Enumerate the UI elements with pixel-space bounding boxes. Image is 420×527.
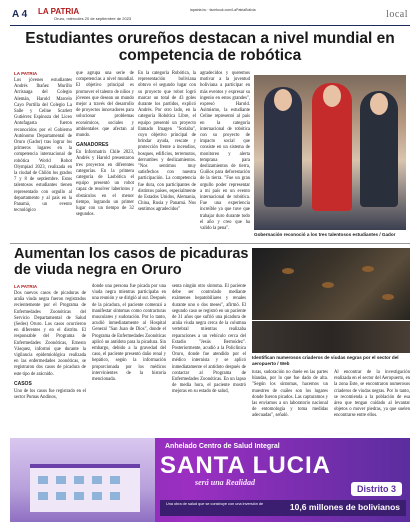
article1-col2 (76, 71, 134, 219)
ad-title: Anhelado Centro de Salud Integral (165, 443, 280, 450)
window-shape (74, 476, 84, 484)
article2-col1 (14, 284, 86, 402)
article2-col1b-text: Uno de los casos fue registrado en el sector Pumas Andinos, (14, 388, 86, 401)
student-face (323, 85, 341, 107)
article1-headline: Estudiantes orureños destacan a nivel mundial en competencia de robótica (25, 30, 395, 64)
article2-tag: LA PATRIA (14, 284, 38, 289)
spider-shape (322, 282, 334, 288)
article1-col3-text: En la categoría Robótica, la representación boliviana obtuvo el segundo lugar con su proyecto que robot logró marcar un total de 43 goles durante los partidos, explicó Andrés. Por otro lado, en la categoría Robótica Libre, el equipo presentó un proyecto llamado Imagen "Soriaba", cuyo objetivo principal de brindar ayuda, rescate y protección frente a incendios, bosques, edificios, terremotos, derrumbes y deslizamientos. "Nos sentimos muy satisfechos con nuestra participación. La competencia fue dura, con participantes de distintos países, especialmente de Estados Unidos, Alemania, China, Rusia y Panamá. Nos sentimos agradecidos" (138, 71, 196, 213)
student-face (370, 93, 388, 115)
article1-col4 (200, 71, 250, 233)
article2-col4 (252, 370, 328, 421)
window-shape (110, 476, 120, 484)
window-shape (38, 476, 48, 484)
article1-col2-text: que agrupa una serie de competencias a nivel mundial. El objetivo principal es promover el talento de niños y jóvenes que desean un mundo mejor a través del desarrollo de proyectos innovadores para solucionar problemas económicos, sociales y ambientales que afectan al mundo. (76, 71, 134, 139)
page-number: A 4 (12, 9, 28, 20)
students-photo (254, 75, 406, 230)
ad-building-image (10, 438, 155, 522)
article2-col5-text: Al encontrar de la investigación realizada en el sector del Aeropuerto, en la zona Este, se encontraron numerosos criaderos de viudas negras. Por lo tanto, se recomienda a la población de esa área que tengan cuidado al levantar objetos o mover piedras, ya que suelen encontrarse entre ellos. (334, 370, 410, 419)
article2-col3 (172, 284, 246, 397)
building-shape (30, 464, 140, 512)
article2-subhead: CASOS (14, 380, 32, 387)
window-shape (110, 492, 120, 500)
article1-subhead: GANADORES (76, 142, 109, 149)
article1-col1 (14, 71, 72, 215)
window-shape (74, 492, 84, 500)
edition-date: Oruro, miércoles 20 de septiembre de 2023 (54, 16, 132, 21)
article2-col1-text: Dos nuevos casos de picaduras de araña viuda negra fueron registrados recientemente por el Programa de Enfermedades Zoonóticas del Servicio Departamental de Salud (Sedes) Oruro. Los casos ocurrieron en diferentes y en el distrito. El responsable del Programa de Enfermedades Zoonóticas, Ernesto Vásquez, informó que durante la vigilancia epidemiológica realizada en las enfermedades zoonóticas, se registraron dos casos de picadura de este tipo de arácnido. (14, 291, 86, 377)
student-face (274, 89, 292, 111)
article2-col5 (334, 370, 410, 421)
article1-col4-text: agradecidos y queremos motivar a la juventud boliviana a participar en más eventos y expresar su ingenio en estos grandes", expresó Harold. Asimismo, la estudiante Celine representó al país en la categoría internacional de robótica con su proyecto de impacto social que consiste en un sistema de monitoreo y alerta temprana para deslizamientos de tierra, Guiños para deforestación de la tierra. "Fue un gran orgullo poder representar a mi país en un evento internacional de robótica. Fue una experiencia increíble ya que tuve que trabajar duro durante todo el año y creo que ha valido la pena". (200, 71, 250, 232)
district-badge: Distrito 3 (351, 482, 402, 496)
ad-subtitle: será una Realidad (195, 478, 256, 487)
students-photo-caption: Gobernación reconoció a los tres talentosos estudiantes / Gador (254, 232, 396, 237)
window-shape (38, 492, 48, 500)
article2-headline: Aumentan los casos de picaduras de viuda negra en Oruro (14, 246, 249, 278)
window-shape (92, 492, 102, 500)
ad-headline: SANTA LUCIA (160, 452, 331, 479)
newspaper-logo[interactable]: LA PATRIA (38, 7, 80, 16)
social-links[interactable]: lapatria.bo · facebook.com/LaPatriaBolivia (190, 8, 256, 12)
spider-photo-strip (252, 321, 410, 353)
article1-col3 (138, 71, 196, 215)
article1-col2b-text: En Informatrix Chile 2023, Andrés y Harold presentaron tres proyectos en diferentes categorías. En la primera categoría de Lasbótica el equipo presentó un robot capaz de resolver laberintos y obstáculos en el menor tiempo, logrando un primer lugar con un tiempo de 32 segundos. (76, 150, 134, 218)
santa-lucia-ad[interactable] (10, 438, 410, 522)
article2-col4-text: turas, sudoración no duele en las partes blandas, por lo que fue dado de alta. "Según los síntomas, hacemos un muestreo de cuáles son los lugares donde fueron picados. Las capturamos y las enviamos a un laboratorio nacional de entomología y toma medidas adecuadas", señaló. (252, 370, 328, 419)
spider-shape (282, 268, 294, 274)
page-header (10, 6, 410, 26)
article2-col3-text: senta ningún otro síntoma. El paciente debe ser controlado mediante exámenes hepatobiliares y renales durante uno o dos meses", afirmó. El segundo caso se registró en un paciente de 31 años que sufrió una picadura de araña viuda negra cerca de la columna vertebral mientras realizaba reparaciones a un vehículo cerca del Estadio "Jesús Bermúdez". Posteriormente, acudió a la Policlínica Oruro, donde fue atendido por el médico internista y se aplicó inmediatamente el antídoto después de contactar al Programa de Enfermedades Zoonóticas. En un lapso de media hora, el paciente mostró mejoras en su estado de salud, (172, 284, 246, 395)
window-shape (56, 476, 66, 484)
section-divider (10, 243, 410, 244)
window-shape (56, 492, 66, 500)
article1-tag: LA PATRIA (14, 71, 38, 76)
ad-footer-text: Una obra de salud que se construye con una inversión de (166, 502, 264, 506)
spider-shape (362, 266, 374, 272)
section-label: local (386, 9, 408, 20)
ad-investment: 10,6 millones de bolivianos (289, 502, 400, 512)
article2-col2 (92, 284, 166, 384)
spider-photo-caption: Identifican numerosos criaderos de viudas negras por el sector del aeropuerto / Web (252, 355, 399, 366)
article2-col2-text: donde una persona fue picada por una viuda negra mientras participaba en una reunión y se dirigió al sur. Después de la picadura, el paciente comenzó a manifestar síntomas como contracturas musculares y sudoración. Por lo tanto, acudió inmediatamente al Hospital General "San Juan de Dios", donde el Programa de Enfermedades Zoonóticas aplicó un antídoto para la picadura. Sin embargo, debido a la gravedad del caso, el paciente presentó daño renal y hepático, según la información proporcionada por los médicos intervinientes de la historia mencionada. (92, 284, 166, 383)
window-shape (92, 476, 102, 484)
article1-col1-text: Los jóvenes estudiantes Andrés Ibañez Murillo Arrisnaga del Colegio Alemán, Harold Marcelo Cayo Portilla del Colegio La Salle y Celine Scarlett Gutiérrez Espinoza del Liceo Antofagasta fueron reconocidos por el Gobierno Autónomo Departamental de Oruro (Gador) tras lograr los primeros lugares en la competencia internacional de robótica World Robot Olympiad 2023, realizada en la ciudad de Chilón los grados 7 y 8 de septiembre. Estos talentosos estudiantes tienen representado con orgullo al departamento y al país en la Panamá, un evento tecnológico (14, 78, 72, 214)
spider-shape (382, 294, 394, 300)
spider-photo (252, 248, 410, 320)
